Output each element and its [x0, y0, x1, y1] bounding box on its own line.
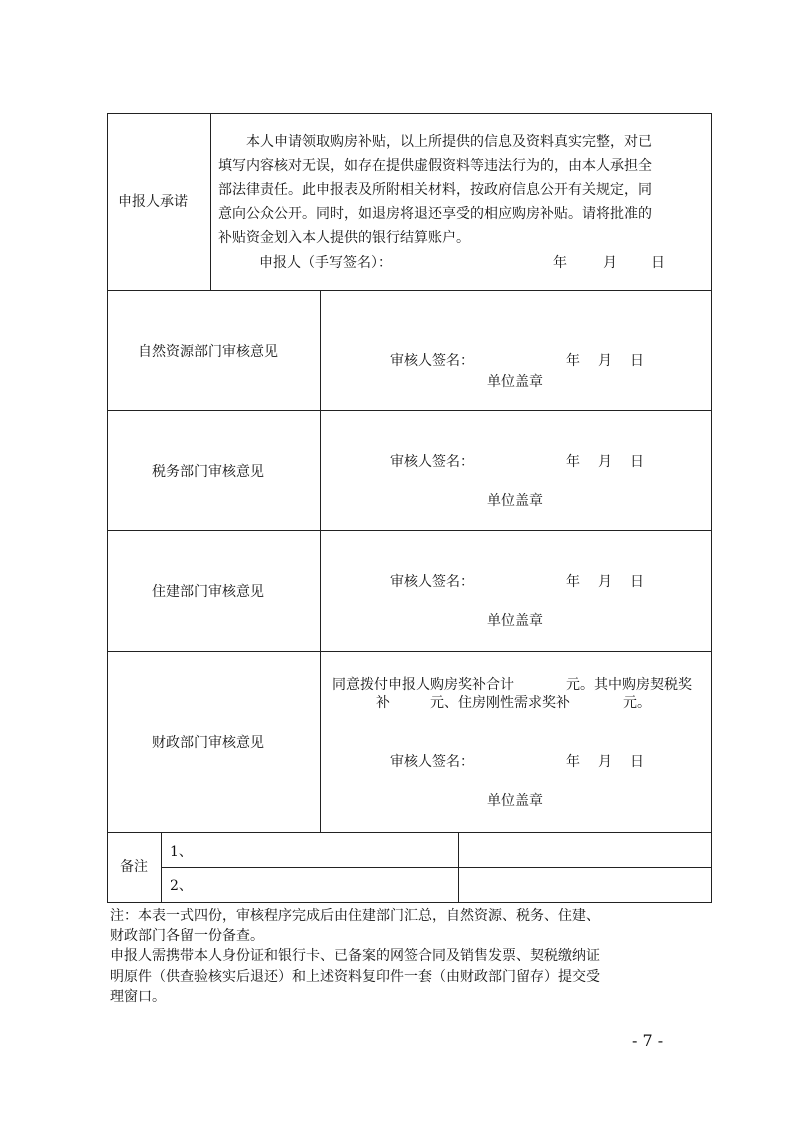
review-signer-label: 审核人签名：: [390, 454, 474, 470]
finance-approval-line2c: 元。: [623, 695, 651, 711]
review-year: 年: [566, 353, 580, 369]
review-label-housing: 住建部门审核意见: [152, 584, 264, 600]
review-label-natural-resources: 自然资源部门审核意见: [138, 344, 278, 360]
remarks-col-divider-1: [161, 832, 162, 902]
finance-approval-line2a: 补: [376, 695, 390, 711]
finance-approval-line1: 同意拨付申报人购房奖补合计: [332, 677, 514, 693]
review-month: 月: [598, 454, 612, 470]
finance-approval-unit1: 元。其中购房契税奖: [566, 677, 692, 693]
review-day: 日: [630, 454, 644, 470]
table-border-left: [107, 113, 108, 903]
row-divider-5: [107, 832, 712, 833]
pledge-month: 月: [603, 255, 617, 271]
pledge-line-2: 填写内容核对无误，如存在提供虚假资料等违法行为的，由本人承担全: [218, 158, 652, 174]
table-border-bottom: [107, 902, 712, 903]
note-line-5: 理窗口。: [110, 989, 166, 1005]
pledge-label: 申报人承诺: [118, 194, 188, 210]
review-day: 日: [630, 574, 644, 590]
remarks-divider: [161, 867, 712, 868]
review-signer-label: 审核人签名：: [390, 353, 474, 369]
remarks-col-divider-2: [458, 832, 459, 902]
table-border-right: [711, 113, 712, 903]
pledge-line-5: 补贴资金划入本人提供的银行结算账户。: [218, 230, 470, 246]
review-signer-label: 审核人签名：: [390, 574, 474, 590]
review-day: 日: [630, 353, 644, 369]
review-signer-label: 审核人签名：: [390, 754, 474, 770]
review-seal-label: 单位盖章: [487, 374, 543, 390]
review-month: 月: [598, 353, 612, 369]
remarks-item-1: 1、: [170, 844, 193, 860]
review-label-tax: 税务部门审核意见: [152, 464, 264, 480]
review-seal-label: 单位盖章: [487, 613, 543, 629]
review-month: 月: [598, 754, 612, 770]
pledge-day: 日: [651, 255, 665, 271]
note-line-1: 注：本表一式四份，审核程序完成后由住建部门汇总，自然资源、税务、住建、: [110, 908, 600, 924]
finance-approval-line2b: 元、住房刚性需求奖补: [430, 695, 570, 711]
pledge-line-3: 部法律责任。此申报表及所附相关材料，按政府信息公开有关规定，同: [218, 182, 652, 198]
review-seal-label: 单位盖章: [487, 793, 543, 809]
review-year: 年: [566, 754, 580, 770]
table-border-top: [107, 113, 712, 114]
pledge-line-1: 本人申请领取购房补贴，以上所提供的信息及资料真实完整，对已: [246, 134, 652, 150]
remarks-label: 备注: [120, 859, 148, 875]
review-label-finance: 财政部门审核意见: [152, 735, 264, 751]
pledge-text: [218, 130, 704, 250]
page-number: - 7 -: [632, 1031, 664, 1050]
remarks-item-2: 2、: [170, 878, 193, 894]
review-year: 年: [566, 454, 580, 470]
review-seal-label: 单位盖章: [487, 493, 543, 509]
row-divider-4: [107, 651, 712, 652]
review-month: 月: [598, 574, 612, 590]
review-col-divider: [320, 290, 321, 832]
pledge-year: 年: [553, 255, 567, 271]
note-line-2: 财政部门各留一份备查。: [110, 928, 264, 944]
review-year: 年: [566, 574, 580, 590]
pledge-col-divider: [210, 113, 211, 290]
note-line-4: 明原件（供查验核实后退还）和上述资料复印件一套（由财政部门留存）提交受: [110, 969, 600, 985]
note-line-3: 申报人需携带本人身份证和银行卡、已备案的网签合同及销售发票、契税缴纳证: [110, 948, 600, 964]
review-day: 日: [630, 754, 644, 770]
pledge-line-4: 意向公众公开。同时，如退房将退还享受的相应购房补贴。请将批准的: [218, 206, 652, 222]
row-divider-1: [107, 290, 712, 291]
applicant-signature-label: 申报人（手写签名）：: [259, 255, 392, 271]
row-divider-3: [107, 530, 712, 531]
row-divider-2: [107, 410, 712, 411]
